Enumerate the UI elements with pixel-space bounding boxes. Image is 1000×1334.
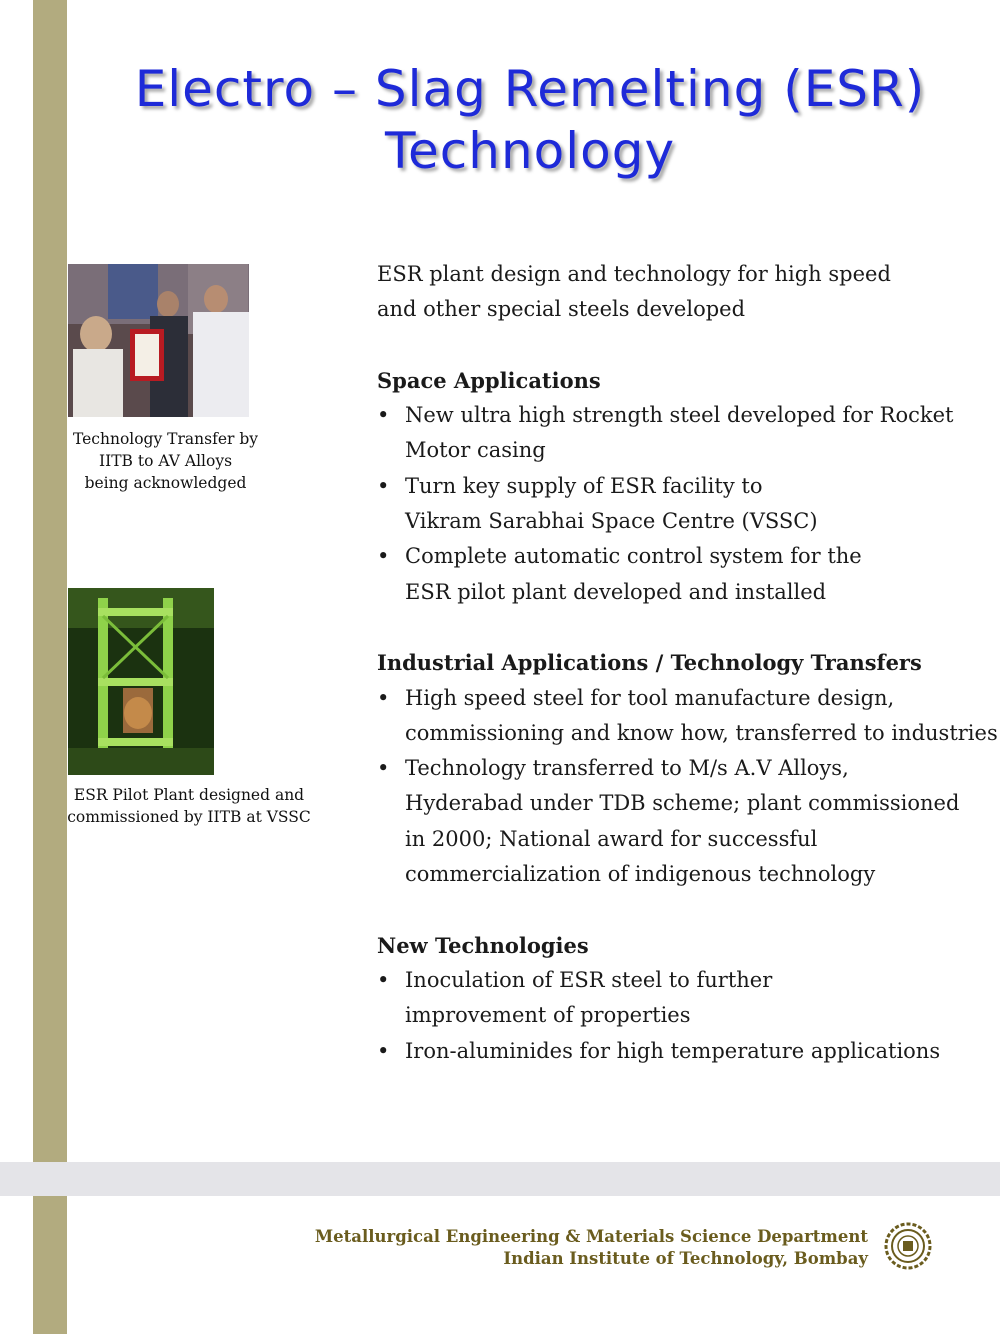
item-text: Complete automatic control system for the	[405, 544, 862, 569]
caption-line: IITB to AV Alloys	[98, 452, 233, 470]
title-line-2: Technology	[384, 122, 676, 180]
item-text: Inoculation of ESR steel to further	[405, 967, 773, 992]
esr-pilot-plant-photo	[68, 588, 214, 775]
footer-band	[0, 1162, 1000, 1196]
footer-line-2: Indian Institute of Technology, Bombay	[503, 1249, 868, 1268]
section-heading-new-tech: New Technologies	[377, 932, 589, 958]
main-content	[377, 257, 997, 1069]
item-text: Technology transferred to M/s A.V Alloys,	[405, 756, 849, 781]
footer-line-1: Metallurgical Engineering & Materials Science Department	[314, 1227, 868, 1246]
caption-line: Technology Transfer by	[72, 430, 259, 448]
technology-transfer-caption	[58, 428, 273, 494]
caption-line: being acknowledged	[84, 474, 247, 492]
footer-department	[315, 1226, 868, 1270]
list-item	[377, 963, 997, 1034]
item-text: in 2000; National award for successful	[405, 826, 818, 851]
list-item	[377, 681, 997, 752]
caption-line: commissioned by IITB at VSSC	[67, 808, 311, 826]
title-line-1: Electro – Slag Remelting (ESR)	[134, 60, 926, 118]
list-item	[377, 751, 997, 892]
page-title	[70, 58, 990, 182]
item-text: Iron-aluminides for high temperature applications	[405, 1038, 941, 1063]
caption-line: ESR Pilot Plant designed and	[73, 786, 305, 804]
bullet: •	[377, 544, 390, 569]
space-applications-list	[377, 398, 997, 610]
esr-pilot-plant-caption	[58, 784, 320, 828]
item-text: commercialization of indigenous technology	[405, 862, 876, 887]
bullet: •	[377, 473, 390, 498]
intro-line: and other special steels developed	[377, 297, 746, 322]
new-technologies-list	[377, 963, 997, 1069]
left-decorative-bar	[33, 0, 67, 1334]
list-item	[377, 1034, 997, 1069]
item-text: Vikram Sarabhai Space Centre (VSSC)	[405, 509, 818, 534]
section-heading-industrial: Industrial Applications / Technology Transfers	[377, 650, 922, 676]
technology-transfer-photo	[68, 264, 249, 417]
section-heading-space: Space Applications	[377, 367, 601, 393]
bullet: •	[377, 685, 390, 710]
item-text: High speed steel for tool manufacture design,	[405, 685, 895, 710]
list-item	[377, 539, 997, 610]
list-item	[377, 398, 997, 469]
iit-bombay-logo-icon	[884, 1222, 932, 1270]
list-item	[377, 469, 997, 540]
item-text: Hyderabad under TDB scheme; plant commissioned	[405, 791, 960, 816]
bullet: •	[377, 403, 390, 428]
item-text: New ultra high strength steel developed for Rocket	[405, 403, 954, 428]
bullet: •	[377, 1038, 390, 1063]
item-text: Motor casing	[405, 438, 546, 463]
bullet: •	[377, 967, 390, 992]
bullet: •	[377, 756, 390, 781]
item-text: Turn key supply of ESR facility to	[405, 473, 763, 498]
item-text: commissioning and know how, transferred to industries	[405, 720, 998, 745]
industrial-applications-list	[377, 681, 997, 893]
item-text: improvement of properties	[405, 1003, 691, 1028]
item-text: ESR pilot plant developed and installed	[405, 579, 827, 604]
intro-line: ESR plant design and technology for high speed	[377, 262, 891, 286]
